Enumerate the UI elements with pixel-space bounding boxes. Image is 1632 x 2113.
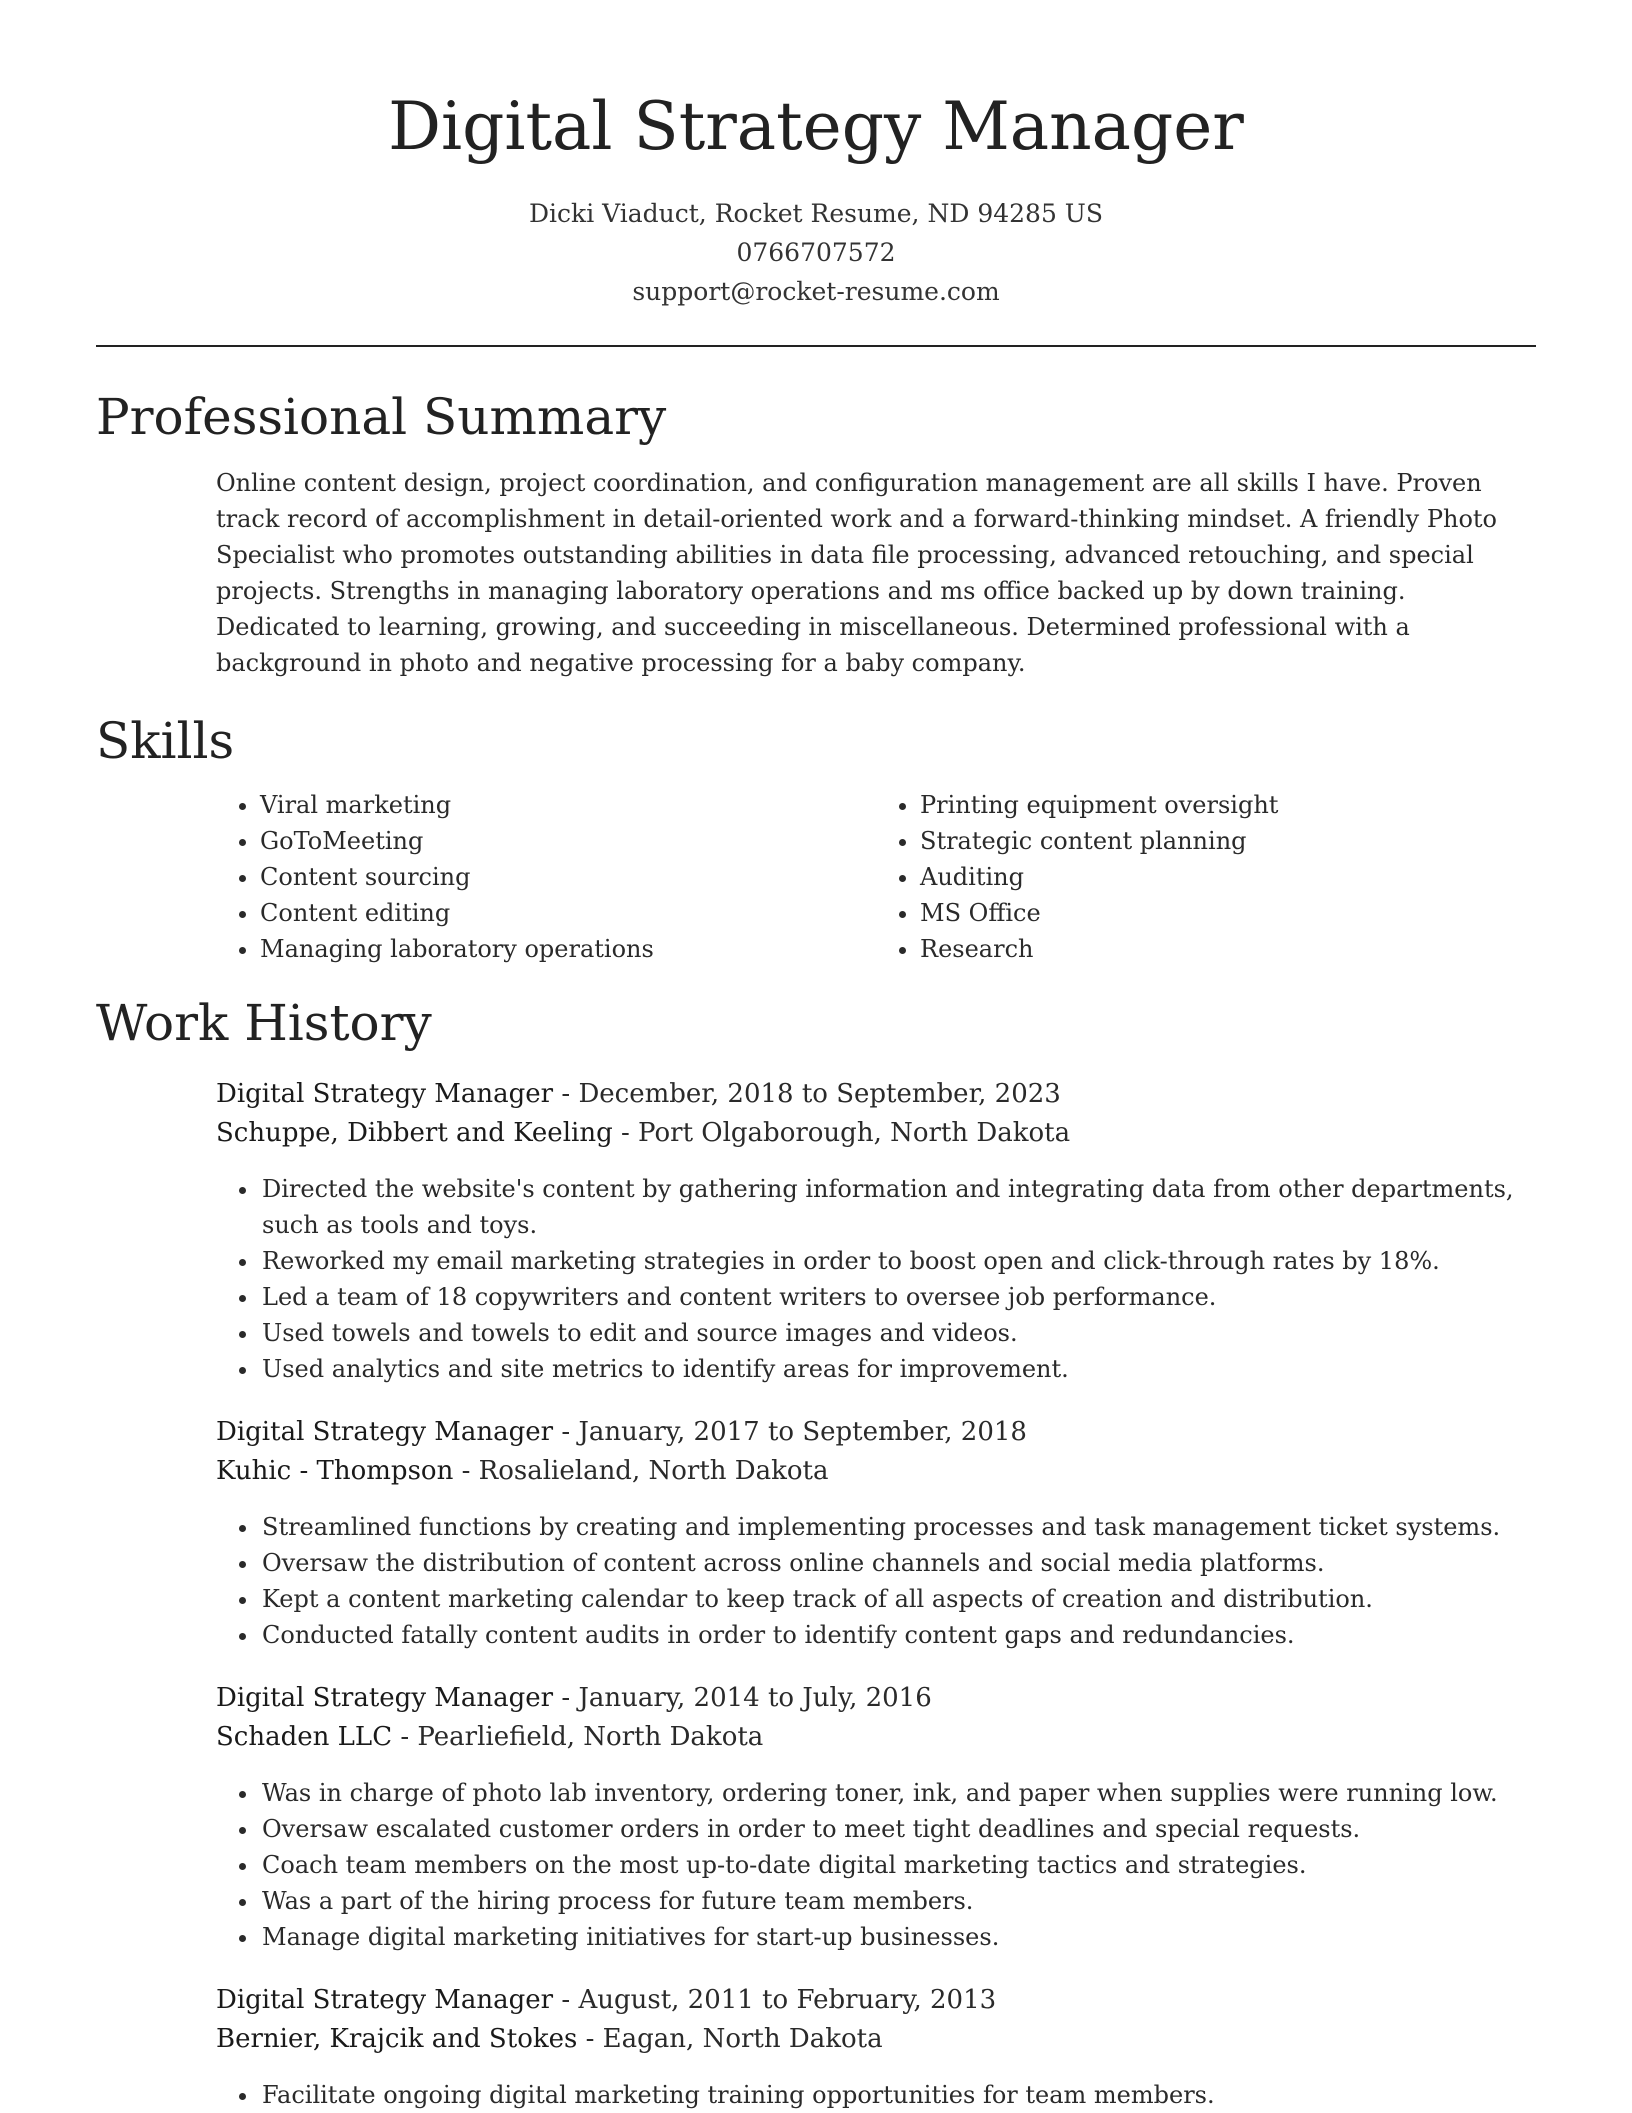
job-title-line: Digital Strategy Manager - August, 2011 to February, 2013 [216, 1985, 997, 2015]
job-title-line: Digital Strategy Manager - December, 2018 to September, 2023 [216, 1079, 1061, 1109]
job-company: Schaden LLC [216, 1722, 393, 1752]
job-bullet: • Oversaw the distribution of content across online channels and social media platforms. [260, 1545, 1536, 1581]
work-history-heading: Work History [96, 994, 432, 1052]
job-bullet: • Led a team of 18 copywriters and content writers to oversee job performance. [260, 1279, 1536, 1315]
job-bullet: • Oversaw escalated customer orders in order to meet tight deadlines and special requests. [260, 1811, 1536, 1847]
contact-block [96, 194, 1536, 311]
job-entry [216, 1679, 1536, 1955]
job-bullet: • Used analytics and site metrics to identify areas for improvement. [260, 1351, 1536, 1387]
job-location: Pearliefield, North Dakota [417, 1722, 764, 1752]
skill-item: • Content sourcing [260, 859, 876, 895]
job-dates: August, 2011 to February, 2013 [578, 1985, 997, 2015]
skill-item: • MS Office [920, 895, 1536, 931]
job-position: Digital Strategy Manager [216, 1079, 554, 1109]
job-bullet: • Conducted fatally content audits in order to identify content gaps and redundancies. [260, 1617, 1536, 1653]
job-bullet: • Directed the website's content by gathering information and integrating data from other departments, such as tools and toys. [260, 1171, 1536, 1243]
job-location: Rosalieland, North Dakota [478, 1456, 829, 1486]
job-bullet-list [216, 1509, 1536, 1653]
skill-item: • GoToMeeting [260, 823, 876, 859]
contact-phone: 0766707572 [736, 238, 896, 267]
job-company: Schuppe, Dibbert and Keeling [216, 1118, 613, 1148]
skills-grid [216, 787, 1536, 967]
summary-text: Online content design, project coordination, and configuration management are all skills I have. Proven track record of accomplishment in detail-oriented work and a forward-thinking mindset. A friendly Photo Specialist who promotes outstanding abilities in data file processing, advanced retouching, and special projects. Strengths in managing laboratory operations and ms office backed up by down training. Dedicated to learning, growing, and succeeding in miscellaneous. Determined professional with a background in photo and negative processing for a baby company. [216, 469, 1497, 677]
job-entry [216, 1413, 1536, 1653]
job-bullet: • Used towels and towels to edit and source images and videos. [260, 1315, 1536, 1351]
job-dates: December, 2018 to September, 2023 [578, 1079, 1061, 1109]
skill-item: • Research [920, 931, 1536, 967]
job-bullet: • Coach team members on the most up-to-date digital marketing tactics and strategies. [260, 1847, 1536, 1883]
job-entry [216, 1075, 1536, 1387]
job-location: Eagan, North Dakota [602, 2024, 883, 2054]
job-position: Digital Strategy Manager [216, 1985, 554, 2015]
job-dates: January, 2017 to September, 2018 [578, 1417, 1027, 1447]
job-position: Digital Strategy Manager [216, 1417, 554, 1447]
job-bullet: • Was a part of the hiring process for future team members. [260, 1883, 1536, 1919]
job-bullet: • Streamlined functions by creating and implementing processes and task management ticket systems. [260, 1509, 1536, 1545]
job-position: Digital Strategy Manager [216, 1683, 554, 1713]
resume-page [96, 0, 1536, 2113]
job-title-line: Digital Strategy Manager - January, 2014 to July, 2016 [216, 1683, 932, 1713]
job-bullet: • Manage digital marketing initiatives for start-up businesses. [260, 1919, 1536, 1955]
job-company-line: Bernier, Krajcik and Stokes - Eagan, North Dakota [216, 2024, 883, 2054]
contact-address: Dicki Viaduct, Rocket Resume, ND 94285 US [529, 199, 1103, 228]
job-company: Bernier, Krajcik and Stokes [216, 2024, 578, 2054]
skills-column-right [876, 787, 1536, 967]
job-entry [216, 1981, 1536, 2113]
job-dates: January, 2014 to July, 2016 [578, 1683, 932, 1713]
job-bullet-list [216, 1775, 1536, 1955]
job-title-line: Digital Strategy Manager - January, 2017 to September, 2018 [216, 1417, 1027, 1447]
summary-heading: Professional Summary [96, 388, 667, 446]
skill-item: • Auditing [920, 859, 1536, 895]
skill-item: • Viral marketing [260, 787, 876, 823]
skills-column-left [216, 787, 876, 967]
contact-email: support@rocket-resume.com [632, 277, 1000, 306]
job-bullet: • Facilitate ongoing digital marketing training opportunities for team members. [260, 2077, 1536, 2113]
skill-item: • Managing laboratory operations [260, 931, 876, 967]
job-bullet: • Reworked my email marketing strategies in order to boost open and click-through rates by 18%. [260, 1243, 1536, 1279]
job-company: Kuhic - Thompson [216, 1456, 454, 1486]
skill-item: • Printing equipment oversight [920, 787, 1536, 823]
skill-item: • Strategic content planning [920, 823, 1536, 859]
resume-header [96, 0, 1536, 311]
job-company-line: Schuppe, Dibbert and Keeling - Port Olgaborough, North Dakota [216, 1118, 1071, 1148]
job-bullet-list [216, 2077, 1536, 2113]
job-location: Port Olgaborough, North Dakota [638, 1118, 1071, 1148]
job-bullet-list [216, 1171, 1536, 1387]
job-bullet: • Was in charge of photo lab inventory, ordering toner, ink, and paper when supplies were running low. [260, 1775, 1536, 1811]
job-company-line: Schaden LLC - Pearliefield, North Dakota [216, 1722, 764, 1752]
resume-name: Digital Strategy Manager [388, 88, 1244, 165]
header-divider [96, 345, 1536, 347]
skill-item: • Content editing [260, 895, 876, 931]
skills-heading: Skills [96, 712, 235, 770]
job-company-line: Kuhic - Thompson - Rosalieland, North Dakota [216, 1456, 829, 1486]
job-bullet: • Kept a content marketing calendar to keep track of all aspects of creation and distribution. [260, 1581, 1536, 1617]
